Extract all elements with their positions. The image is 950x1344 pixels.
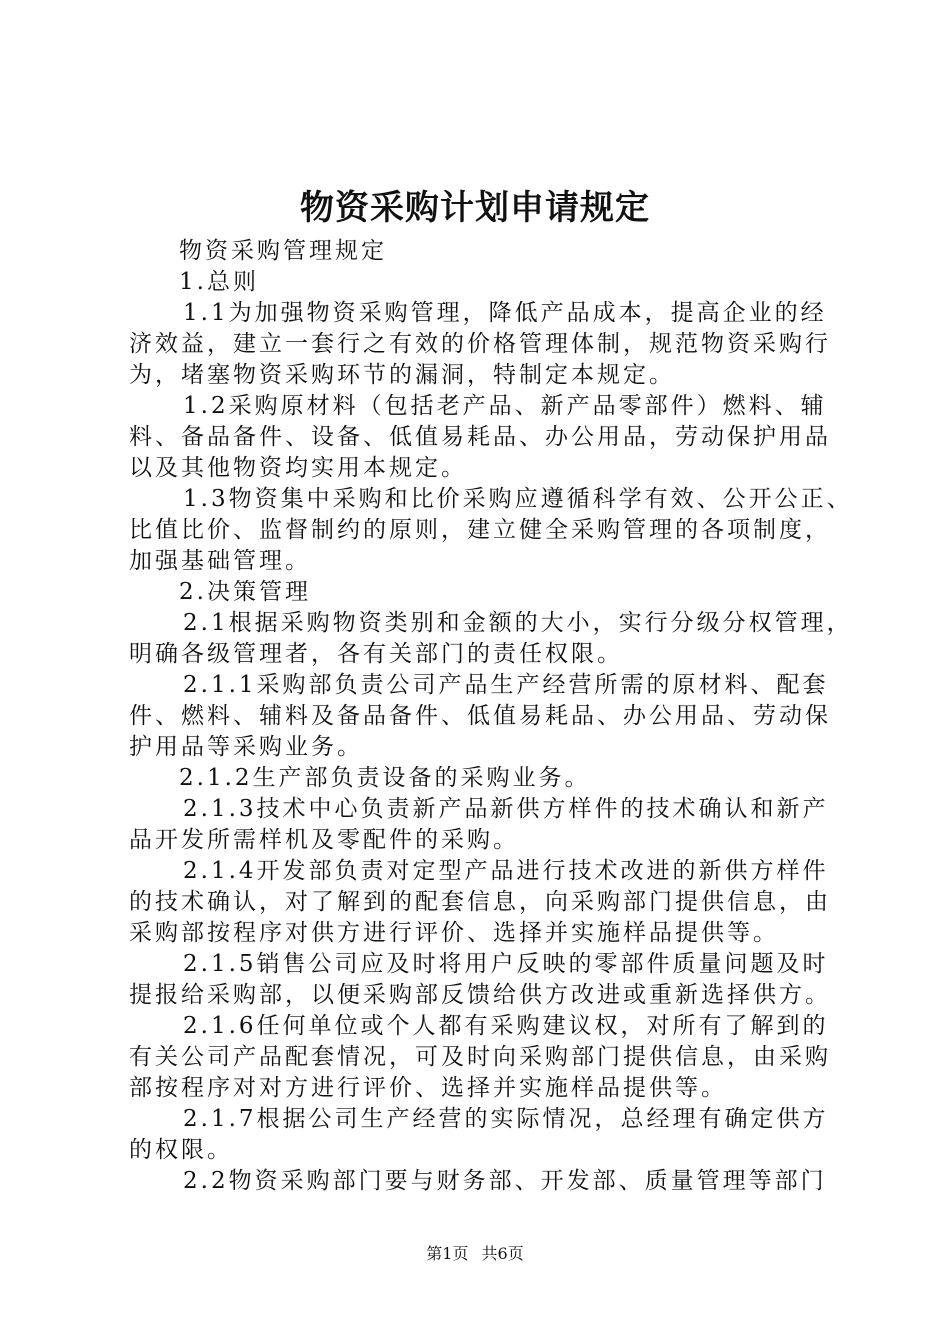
paragraph-line: 2.1.3技术中心负责新产品新供方样件的技术确认和新产 xyxy=(183,796,829,822)
paragraph-line: 2.2物资采购部门要与财务部、开发部、质量管理等部门 xyxy=(183,1168,827,1194)
paragraph-line: 品开发所需样机及零配件的采购。 xyxy=(129,827,519,853)
paragraph-line: 的权限。 xyxy=(129,1137,233,1163)
paragraph-line: 护用品等采购业务。 xyxy=(129,734,363,760)
paragraph-line: 以及其他物资均实用本规定。 xyxy=(129,455,467,481)
paragraph-line: 2.1根据采购物资类别和金额的大小，实行分级分权管理， xyxy=(183,610,853,636)
paragraph-line: 部按程序对对方进行评价、选择并实施样品提供等。 xyxy=(129,1075,727,1101)
section-heading: 2.决策管理 xyxy=(179,579,311,605)
page-footer xyxy=(0,1244,950,1264)
paragraph-line: 有关公司产品配套情况，可及时向采购部门提供信息，由采购 xyxy=(129,1044,831,1070)
paragraph-line: 2.1.5销售公司应及时将用户反映的零部件质量问题及时 xyxy=(183,951,829,977)
paragraph-line: 1.3物资集中采购和比价采购应遵循科学有效、公开公正、 xyxy=(183,486,853,512)
paragraph-line: 2.1.2生产部负责设备的采购业务。 xyxy=(179,765,591,791)
paragraph-line: 比值比价、监督制约的原则，建立健全采购管理的各项制度， xyxy=(129,517,831,543)
paragraph-line: 济效益，建立一套行之有效的价格管理体制，规范物资采购行 xyxy=(129,331,831,357)
page-number: 第1页 xyxy=(426,1244,469,1263)
paragraph-line: 为，堵塞物资采购环节的漏洞，特制定本规定。 xyxy=(129,362,675,388)
paragraph-line: 加强基础管理。 xyxy=(129,548,311,574)
page-total: 共6页 xyxy=(481,1244,524,1263)
document-body xyxy=(129,236,853,1197)
paragraph-line: 2.1.4开发部负责对定型产品进行技术改进的新供方样件 xyxy=(183,858,829,884)
paragraph-line: 1.1为加强物资采购管理，降低产品成本，提高企业的经 xyxy=(183,300,827,326)
document-title: 物资采购计划申请规定 xyxy=(300,188,650,228)
paragraph-line: 提报给采购部，以便采购部反馈给供方改进或重新选择供方。 xyxy=(129,982,831,1008)
section-heading: 物资采购管理规定 xyxy=(179,238,387,264)
paragraph-line: 采购部按程序对供方进行评价、选择并实施样品提供等。 xyxy=(129,920,779,946)
paragraph-line: 2.1.6任何单位或个人都有采购建议权，对所有了解到的 xyxy=(183,1013,829,1039)
paragraph-line: 明确各级管理者，各有关部门的责任权限。 xyxy=(129,641,623,667)
section-heading: 1.总则 xyxy=(179,269,259,295)
paragraph-line: 的技术确认，对了解到的配套信息，向采购部门提供信息，由 xyxy=(129,889,831,915)
paragraph-line: 件、燃料、辅料及备品备件、低值易耗品、办公用品、劳动保 xyxy=(129,703,831,729)
paragraph-line: 2.1.7根据公司生产经营的实际情况，总经理有确定供方 xyxy=(183,1106,829,1132)
paragraph-line: 料、备品备件、设备、低值易耗品、办公用品，劳动保护用品 xyxy=(129,424,831,450)
paragraph-line: 2.1.1采购部负责公司产品生产经营所需的原材料、配套 xyxy=(183,672,829,698)
paragraph-line: 1.2采购原材料（包括老产品、新产品零部件）燃料、辅 xyxy=(183,393,827,419)
